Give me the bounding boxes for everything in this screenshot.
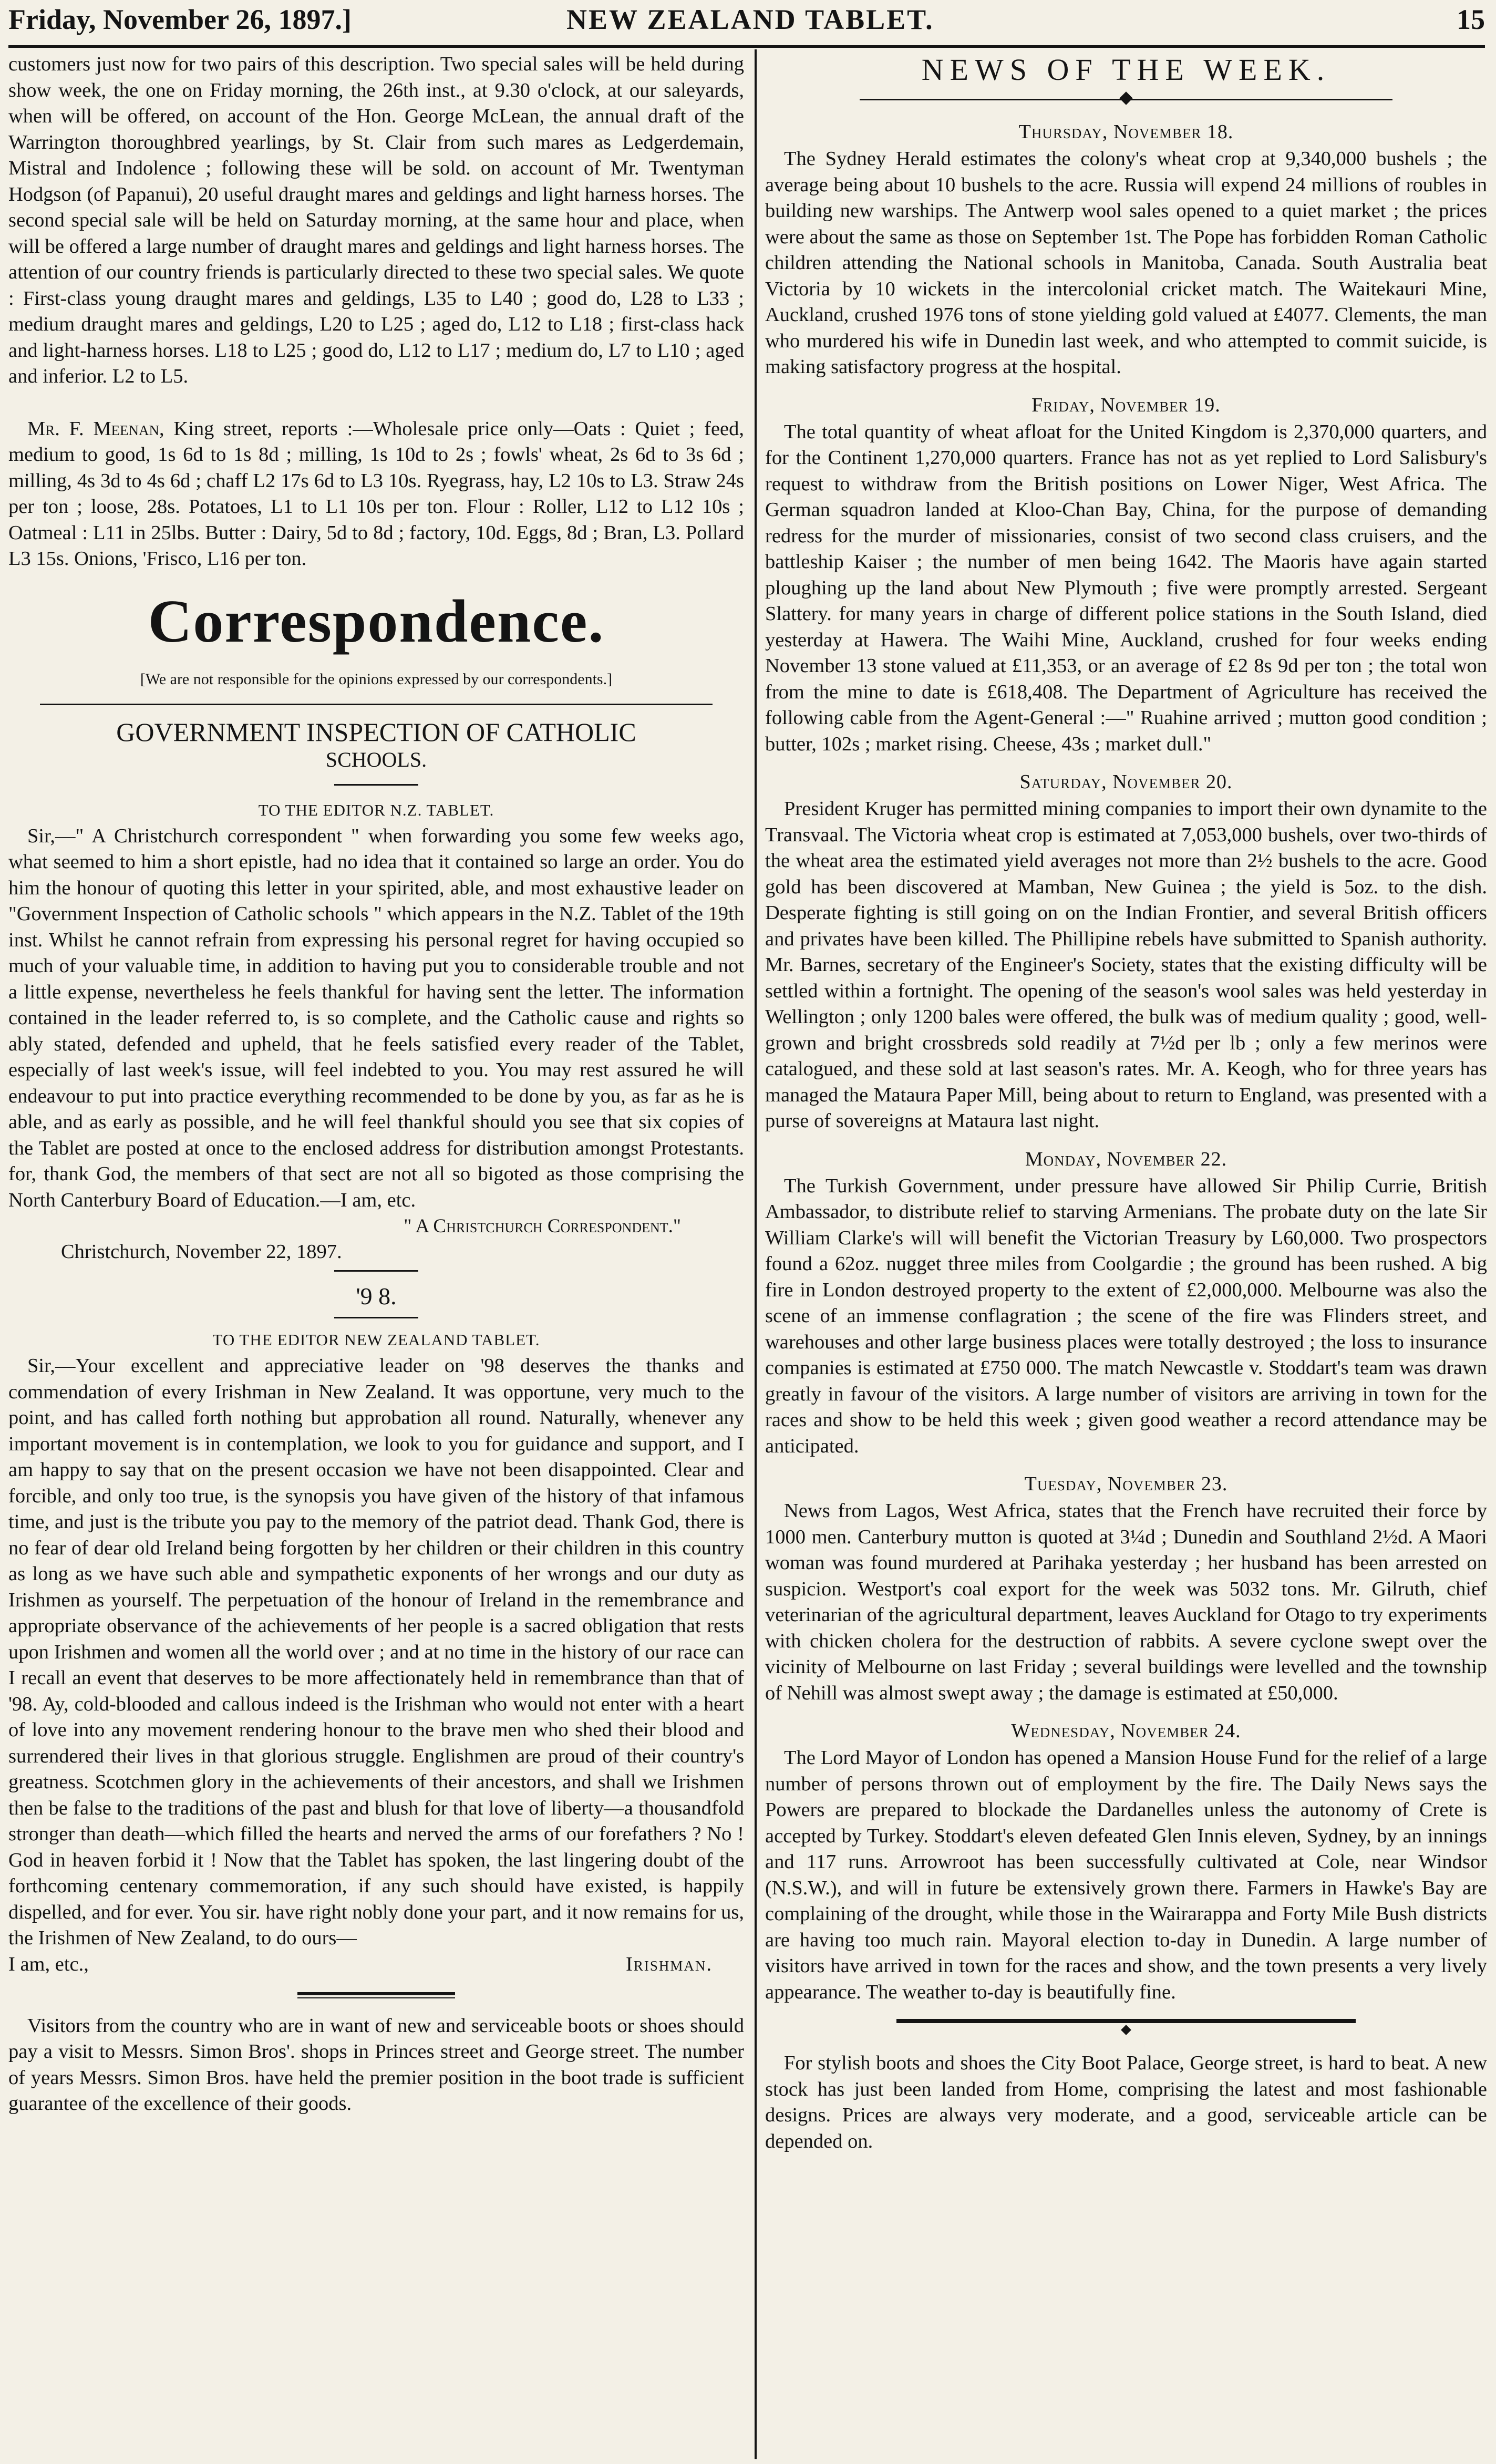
news-wednesday: The Lord Mayor of London has opened a Mansion House Fund for the relief of a large number of persons thrown out of employment by the fire. The Daily News says the Powers are prepared to blockade the Dardanelles unless the autonomy of Crete is accepted by Turkey. Stoddart's eleven defeated Glen Innis eleven, Sydney, by an innings and 117 runs. Arrowroot has been successfully cultivated at Cole, near Windsor (N.S.W.), and will in future be extensively grown there. Farmers in Hawke's Bay are complaining of the drought, while those in the Wairarappa and Forty Mile Bush districts are having too much rain. Mayoral election to-day in Dunedin. A large number of visitors have arrived in town for the races and show, and the town presents a very lively appearance. The weather to-day is beautifully fine. [765,1747,1487,2003]
news-thursday: The Sydney Herald estimates the colony's wheat crop at 9,340,000 bushels ; the average being about 10 bushels to the acre. Russia will expend 24 millions of roubles in building new warships. The Antwerp wool sales opened to a quiet market ; the prices were about the same as those on September 1st. The Pope has forbidden Roman Catholic children attending the National schools in Manitoba, Canada. South Australia beat Victoria by 10 wickets in the intercolonial cricket match. The Waitekauri Mine, Auckland, crushed 1976 tons of stone yielding gold valued at £4077. Clements, the man who murdered his wife in Dunedin last week, and who attempted to commit suicide, is making satisfactory progress at the hospital. [765,148,1487,378]
day-heading: Thursday, November 18. [1018,121,1234,143]
issue-date: Friday, November 26, 1897.] [8,4,352,35]
day-heading: Tuesday, November 23. [1024,1473,1228,1495]
bottom-rule [896,2016,1356,2037]
thick-rule [297,1992,455,1998]
day-heading: Monday, November 22. [1025,1148,1227,1170]
article-title: GOVERNMENT INSPECTION OF CATHOLIC [116,717,636,747]
meenan-market-report [8,416,744,572]
news-monday: The Turkish Government, under pressure have allowed Sir Philip Currie, British Ambassador, to distribute relief to starving Armenians. The probate duty on the late Sir William Clarke's will will benefit the Victorian Treasury by L60,000. Two prospectors found a 62oz. nugget three miles from Coolgardie ; the ground has been rushed. A big fire in London destroyed property to the extent of £2,000,000. Melbourne was also the scene of an immense conflagration ; the scene of the fire was Flinders street, and warehouses and other large business places were totally destroyed ; the loss to insurance companies is estimated at £750 000. The match Newcastle v. Stoddart's team was drawn greatly in favour of the visitors. A large number of visitors are arriving in town for the races and show to be held this week ; given good weather a record attendance may be anticipated. [765,1174,1487,1457]
city-boot-palace-notice: For stylish boots and shoes the City Boot Palace, George street, is hard to beat. A new stock has just been landed from Home, comprising the latest and most fashionable designs. Prices are always very moderate, and a good, serviceable article can be depended on. [765,2052,1487,2152]
simon-bros-notice: Visitors from the country who are in want of new and serviceable boots or shoes should pay a visit to Messrs. Simon Bros'. shops in Princes street and George street. The number of years Messrs. Simon Bros. have held the premier position in the boot trade is sufficient guarantee of the excellence of their goods. [8,2014,744,2115]
article-rule-2 [334,1270,418,1272]
article-subtitle: SCHOOLS. [325,747,427,771]
running-head [8,3,1485,43]
to-editor-2: TO THE EDITOR NEW ZEALAND TABLET. [212,1331,540,1349]
signature-irishman: Irishman. [626,1953,713,1975]
meenan-name: Mr. F. Meenan [27,417,160,440]
section-rule [40,704,713,705]
article-98-title: '9 8. [356,1283,397,1310]
meenan-report-text: , King street, reports :—Wholesale price only—Oats : Quiet ; feed, medium to good, 1s 6d to 1s 8d ; milling, 1s 10d to 2s ; fowls' wheat, 2s 6d to 3s 6d ; milling, 4s 3d to 4s 6d ; chaff L2 17s 6d to L3 10s. Ryegrass, hay, L2 10s to L3. Straw 24s per ton ; loose, 28s. Potatoes, L1 to L1 10s per ton. Flour : Roller, L12 to L12 10s ; Oatmeal : L11 in 25lbs. Butter : Dairy, 5d to 8d ; factory, 10d. Eggs, 8d ; Bran, L3. Pollard L3 15s. Onions, 'Frisco, L16 per ton. [8,417,744,570]
news-friday: The total quantity of wheat afloat for the United Kingdom is 2,370,000 quarters, and for the Continent 1,270,000 quarters. France has not as yet replied to Lord Salisbury's request to withdraw from the British positions on Lower Niger, West Africa. The German squadron landed at Kloo-Chan Bay, China, for the purpose of demanding redress for the murder of missionaries, consist of two second class cruisers, and the battleship Kaiser ; the number of men being 1642. The Maoris have again started ploughing up the land about New Plymouth ; five were promptly arrested. Sergeant Slattery. for many years in charge of different police stations in the South Island, died yesterday at Hawera. The Waihi Mine, Auckland, crushed for four weeks ending November 13 stone valued at £11,353, or an average of £2 8s 9d per ton ; the total won from the mine to date is £618,408. The Department of Agriculture has received the following cable from the Agent-General :—" Ruahine arrived ; mutton good condition ; butter, 102s ; market rising. Cheese, 43s ; market dull." [765,420,1487,755]
news-tuesday: News from Lagos, West Africa, states that the French have recruited their force by 1000 men. Canterbury mutton is quoted at 3¼d ; Dunedin and Southland 2½d. A Maori woman was found murdered at Parihaka yesterday ; her husband has been arrested on suspicion. Westport's coal export for the week was 5032 tons. Mr. Gilruth, chief veterinarian of the agricultural department, leaves Auckland for Otago to try experiments with chicken cholera for the destruction of rabbits. A severe cyclone swept over the vicinity of Melbourne on last Friday ; several buildings were levelled and the township of Nehill was almost swept away ; the damage is estimated at £50,000. [765,1500,1487,1704]
letter-place-date: Christchurch, November 22, 1897. [61,1241,342,1263]
letter-98-closing [8,1952,744,1977]
market-report-continued: customers just now for two pairs of this description. Two special sales will be held during show week, the one on Friday morning, the 26th inst., at 9.30 o'clock, at our saleyards, when will be offered, on account of the Hon. George McLean, the annual draft of the Warrington thoroughbred yearlings, by St. Clair from such mares as Ledgerdemain, Mistral and Indolence ; following these will be sold. on account of Mr. Twentyman Hodgson (of Papanui), 20 useful draught mares and geldings and light harness horses. The second special sale will be held on Saturday morning, at the same hour and place, when will be offered a large number of draught mares and geldings and light harness horses. The attention of our country friends is particularly directed to these two special sales. We quote : First-class young draught mares and geldings, L35 to L40 ; good do, L28 to L33 ; medium draught mares and geldings, L20 to L25 ; aged do, L12 to L18 ; first-class hack and light-harness horses. L18 to L25 ; good do, L12 to L17 ; medium do, L7 to L10 ; aged and inferior. L2 to L5. [8,53,744,387]
news-of-the-week-heading: NEWS OF THE WEEK. [921,53,1331,87]
day-heading: Friday, November 19. [1031,394,1221,416]
diamond-ornament [1119,91,1132,105]
diamond-ornament [1121,2025,1131,2035]
header-rule [8,45,1485,48]
column-rule [755,49,757,2459]
correspondence-heading: Correspondence. [148,587,605,655]
left-column [8,51,744,2463]
diamond-rule [860,91,1392,107]
day-heading: Saturday, November 20. [1019,771,1233,793]
signature-christchurch: " A Christchurch Correspondent." [404,1215,681,1237]
to-editor-1: TO THE EDITOR N.Z. TABLET. [258,800,494,819]
article-rule-3 [334,1317,418,1318]
day-heading: Wednesday, November 24. [1011,1720,1241,1742]
letter-98: Sir,—Your excellent and appreciative leader on '98 deserves the thanks and commendation of every Irishman in New Zealand. It was opportune, very much to the point, and has called forth nothing but approbation all round. Naturally, whenever any important movement is in contemplation, we look to you for guidance and support, and I am happy to say that on the present occasion we have not been disappointed. Clear and forcible, and only too true, is the synopsis you have given of the history of that infamous time, and just is the tribute you pay to the memory of the patriot dead. Thank God, there is no fear of dear old Ireland being forgotten by her children or their children in this country as long as we have such able and sympathetic exponents of her wrongs and our duty as Irishmen as yourself. The perpetuation of the honour of Ireland in the remembrance and appropriate observance of the achievements of her people is a sacred obligation that rests upon Irishmen and women all the world over ; and at no time in the history of our race can I recall an event that deserves to be more affectionately held in remembrance than that of '98. Ay, cold-blooded and callous indeed is the Irishman who would not enter with a heart of love into any movement rendering honour to the brave men who shed their blood and surrendered their lives in that glorious struggle. Englishmen are proud of their country's greatness. Scotchmen glory in the achievements of their ancestors, and shall we Irishmen then be false to the traditions of the past and blush for that love of liberty—a thousandfold stronger than death—which filled the hearts and nerved the arms of our forefathers ? No ! God in heaven forbid it ! Now that the Tablet has spoken, the last lingering doubt of the forthcoming centenary commemoration, if any such should have existed, is happily dispelled, and for ever. You sir. have right nobly done your part, and it now remains for us, the Irishmen of New Zealand, to do ours— [8,1355,744,1949]
page-number: 15 [1457,4,1485,35]
letter-christchurch: Sir,—" A Christchurch correspondent " when forwarding you some few weeks ago, what seemed to him a short epistle, had no idea that it contained so large an order. You do him the honour of quoting this letter in your spirited, able, and most exhaustive leader on "Government Inspection of Catholic schools " which appears in the N.Z. Tablet of the 19th inst. Whilst he cannot refrain from expressing his personal regret for having occupied so much of your valuable time, in addition to having put you to considerable trouble and not a little expense, nevertheless he feels thankful for having sent the letter. The information contained in the leader referred to, is so complete, and the Catholic cause and rights so ably stated, defended and upheld, that he feels satisfied every reader of the Tablet, especially of last week's issue, will feel indebted to you. You may rest assured he will endeavour to put into practice everything recommended to be done by you, as far as he is able, and as early as possible, and he will feel thankful should you see that six copies of the Tablet are posted at once to the enclosed address for distribution amongst Protestants. for, thank God, the members of that sect are not all so bigoted as those comprising the North Canterbury Board of Education.—I am, etc. [8,824,744,1211]
article-rule [334,784,418,786]
disclaimer: [We are not responsible for the opinions expressed by our correspondents.] [140,670,613,688]
right-column [765,51,1487,2463]
news-saturday: President Kruger has permitted mining companies to import their own dynamite to the Transvaal. The Victoria wheat crop is estimated at 7,053,000 bushels, over two-thirds of the wheat area the estimated yield averages not more than 2½ bushels to the acre. Good gold has been discovered at Mamban, New Guinea ; the yield is 5oz. to the dish. Desperate fighting is still going on on the Indian Frontier, and several British officers and privates have been killed. The Phillipine rebels have submitted to Spanish authority. Mr. Barnes, secretary of the Engineer's Society, states that the existing difficulty will be settled within a fortnight. The opening of the season's wool sales was held yesterday in Wellington ; only 1200 bales were offered, the bulk was of medium quality ; good, well-grown and bright crossbreds sold readily at 7½d per lb ; only a few merinos were catalogued, and these sold at last season's rates. Mr. A. Keogh, who for three years has managed the Mataura Paper Mill, being about to return to England, was presented with a purse of sovereigns at Mataura last night. [765,798,1487,1132]
closing-text: I am, etc., [8,1953,89,1975]
masthead-title: NEW ZEALAND TABLET. [566,4,934,35]
